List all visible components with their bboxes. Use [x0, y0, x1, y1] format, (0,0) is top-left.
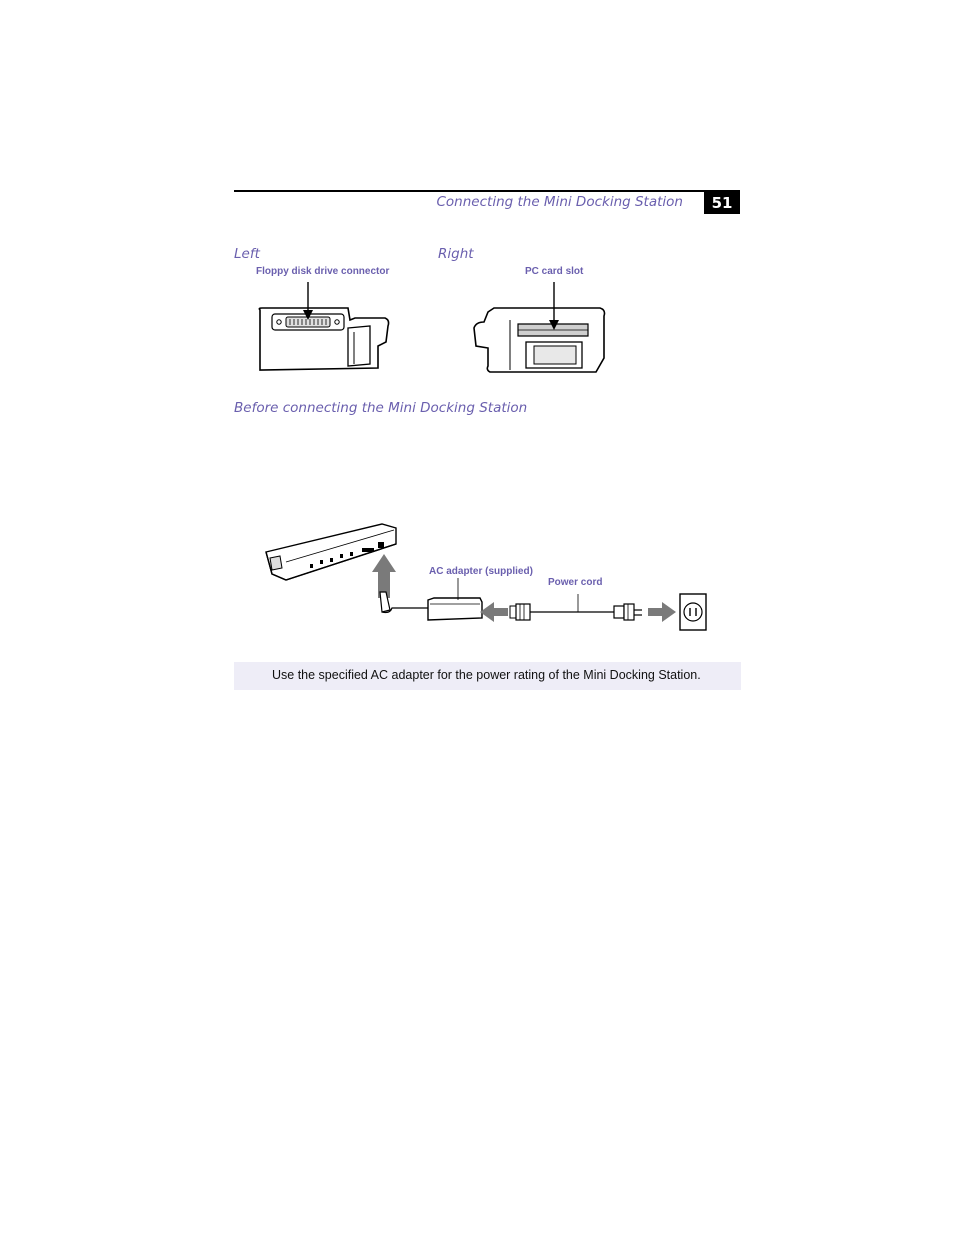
pc-card-slot-callout: PC card slot: [525, 266, 584, 277]
power-connection-illustration: [262, 518, 712, 636]
left-side-illustration: [250, 280, 400, 375]
running-title: Connecting the Mini Docking Station: [436, 194, 683, 210]
right-view-label: Right: [438, 246, 474, 262]
ac-adapter-callout: AC adapter (supplied): [429, 566, 533, 577]
note-text: Use the specified AC adapter for the power rating of the Mini Docking Station.: [272, 668, 701, 682]
left-view-label: Left: [234, 246, 260, 262]
power-cord-callout: Power cord: [548, 577, 603, 588]
page-number: 51: [704, 192, 740, 214]
right-side-illustration: [470, 280, 610, 375]
header-rule: [234, 190, 740, 192]
floppy-connector-callout: Floppy disk drive connector: [256, 266, 390, 277]
section-heading: Before connecting the Mini Docking Station: [234, 400, 528, 416]
